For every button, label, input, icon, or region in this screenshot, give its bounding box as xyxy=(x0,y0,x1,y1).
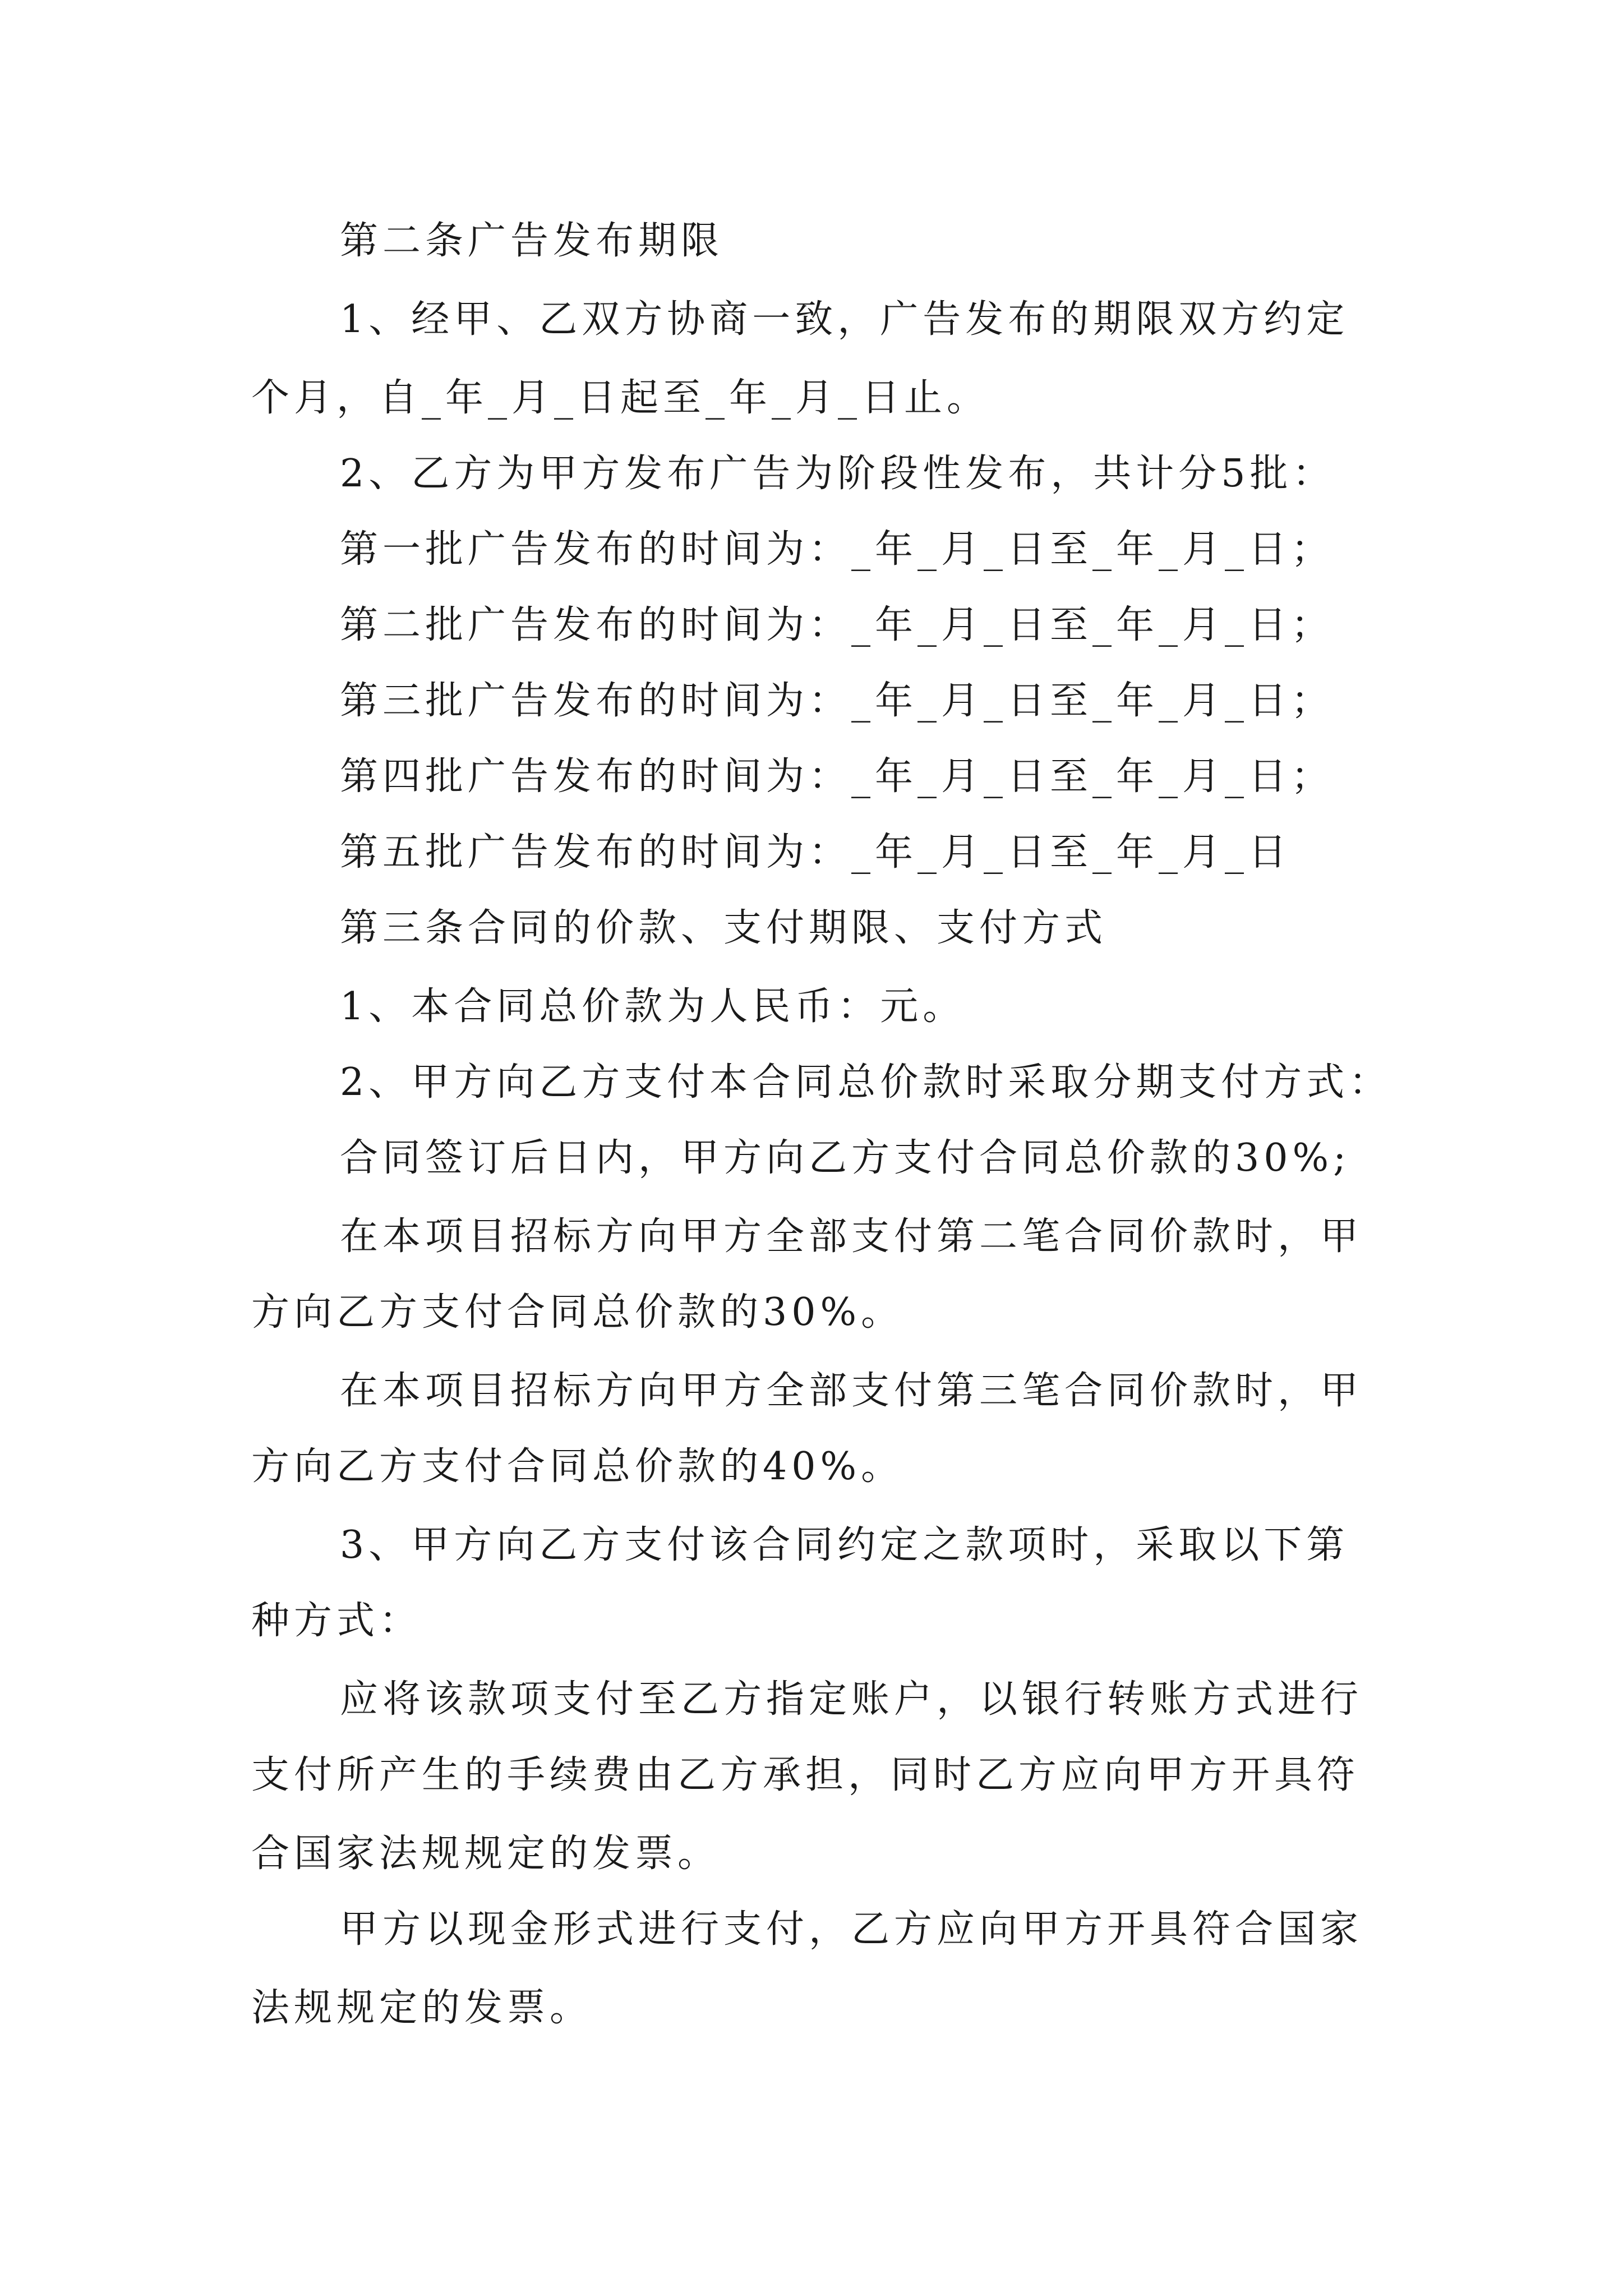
paragraph-line: 种方式： xyxy=(251,1599,422,1643)
paragraph-line: 1、经甲、乙双方协商一致，广告发布的期限双方约定 xyxy=(340,297,1349,342)
paragraph-line: 1、本合同总价款为人民币：元。 xyxy=(340,984,966,1029)
paragraph-line: 在本项目招标方向甲方全部支付第二笔合同价款时，甲 xyxy=(340,1214,1363,1259)
paragraph-line: 在本项目招标方向甲方全部支付第三笔合同价款时，甲 xyxy=(340,1369,1363,1413)
paragraph-line: 应将该款项支付至乙方指定账户，以银行转账方式进行 xyxy=(340,1677,1363,1722)
paragraph-line: 个月，自_年_月_日起至_年_月_日止。 xyxy=(251,376,990,420)
batch-line-4: 第四批广告发布的时间为：_年_月_日至_年_月_日； xyxy=(340,754,1334,799)
paragraph-line: 法规规定的发票。 xyxy=(251,1986,593,2030)
paragraph-line: 2、甲方向乙方支付本合同总价款时采取分期支付方式： xyxy=(340,1060,1392,1105)
paragraph-line: 2、乙方为甲方发布广告为阶段性发布，共计分5批： xyxy=(340,452,1335,496)
paragraph-line: 3、甲方向乙方支付该合同约定之款项时，采取以下第 xyxy=(340,1523,1349,1567)
section-heading-2: 第二条广告发布期限 xyxy=(340,219,724,263)
batch-line-1: 第一批广告发布的时间为：_年_月_日至_年_月_日； xyxy=(340,527,1334,572)
paragraph-line: 合同签订后日内，甲方向乙方支付合同总价款的30%; xyxy=(340,1136,1351,1180)
batch-line-5: 第五批广告发布的时间为：_年_月_日至_年_月_日 xyxy=(340,830,1292,875)
batch-line-2: 第二批广告发布的时间为：_年_月_日至_年_月_日； xyxy=(340,603,1334,647)
paragraph-line: 方向乙方支付合同总价款的40%。 xyxy=(251,1444,904,1489)
batch-line-3: 第三批广告发布的时间为：_年_月_日至_年_月_日； xyxy=(340,679,1334,723)
paragraph-line: 合国家法规规定的发票。 xyxy=(251,1832,721,1876)
paragraph-line: 甲方以现金形式进行支付，乙方应向甲方开具符合国家 xyxy=(340,1907,1363,1952)
paragraph-line: 方向乙方支付合同总价款的30%。 xyxy=(251,1290,904,1335)
section-heading-3: 第三条合同的价款、支付期限、支付方式 xyxy=(340,906,1108,950)
paragraph-line: 支付所产生的手续费由乙方承担，同时乙方应向甲方开具符 xyxy=(251,1753,1360,1797)
